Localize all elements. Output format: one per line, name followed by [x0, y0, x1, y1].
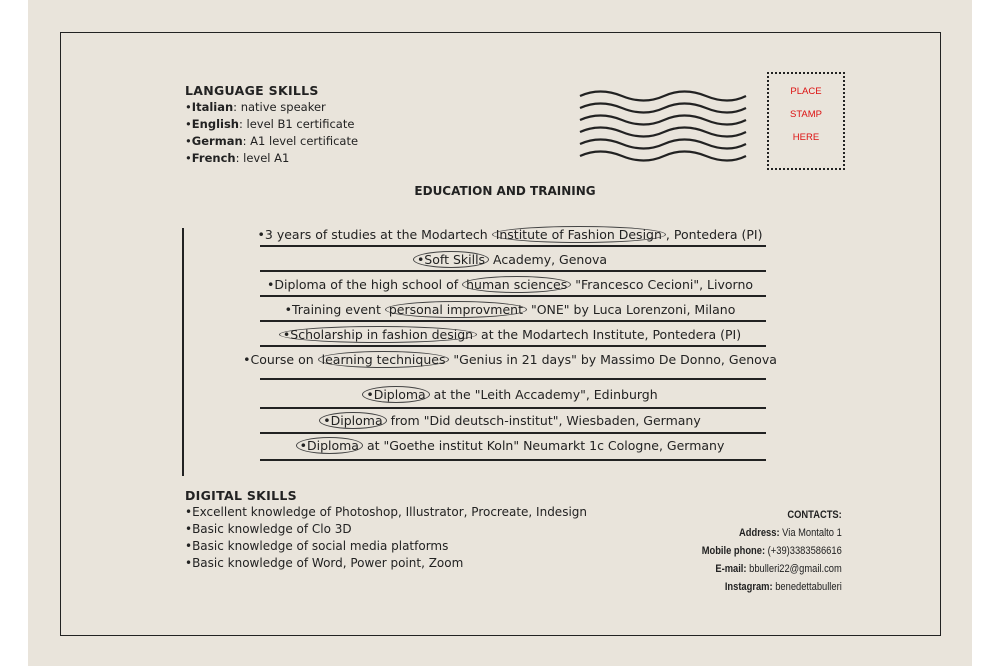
- entry-text: from "Did deutsch-institut", Wiesbaden, Germany: [386, 413, 701, 428]
- list-item: •German: A1 level certificate: [185, 134, 359, 148]
- stamp-placeholder: [767, 72, 845, 170]
- entry-text: at the "Leith Accademy", Edinburgh: [429, 387, 658, 402]
- section-title: DIGITAL SKILLS: [185, 488, 297, 503]
- entry-text: at the Modartech Institute, Pontedera (PI): [477, 327, 742, 342]
- stamp-text: PLACE: [790, 86, 822, 97]
- circled-highlight: •Scholarship in fashion design: [279, 326, 477, 343]
- education-entry: [240, 277, 780, 292]
- circled-highlight: personal improvment: [385, 301, 527, 318]
- education-entry: [240, 227, 780, 242]
- education-entry: [240, 327, 780, 342]
- entry-text: at "Goethe institut Koln" Neumarkt 1c Cologne, Germany: [362, 438, 725, 453]
- list-item: •French: level A1: [185, 151, 290, 165]
- underline-rule: [260, 295, 766, 297]
- entry-text: •Course on: [243, 352, 318, 367]
- contacts-section: [702, 506, 842, 596]
- circled-highlight: human sciences: [462, 276, 571, 293]
- stamp-text: HERE: [792, 132, 820, 143]
- circled-highlight: •Soft Skills: [413, 251, 489, 268]
- underline-rule: [260, 345, 766, 347]
- circled-highlight: •Diploma: [362, 386, 429, 403]
- list-item: •Basic knowledge of Clo 3D: [185, 522, 352, 536]
- circled-highlight: •Diploma: [319, 412, 386, 429]
- circled-highlight: Institute of Fashion Design: [492, 226, 666, 243]
- list-item: •Basic knowledge of Word, Power point, Zoom: [185, 556, 464, 570]
- entry-text: •Diploma of the high school of: [266, 277, 463, 292]
- education-entry: [240, 302, 780, 317]
- entry-text: "Genius in 21 days" by Massimo De Donno, Genova: [449, 352, 777, 367]
- education-entry: [240, 438, 780, 453]
- underline-rule: [260, 378, 766, 380]
- underline-rule: [260, 245, 766, 247]
- underline-rule: [260, 320, 766, 322]
- list-item: •Italian: native speaker: [185, 100, 326, 114]
- circled-highlight: •Diploma: [296, 437, 363, 454]
- list-item: •Basic knowledge of social media platforms: [185, 539, 449, 553]
- contact-item: Mobile phone: (+39)3383586616: [701, 545, 842, 557]
- contact-item: Address: Via Montalto 1: [739, 527, 842, 539]
- circled-highlight: learning techniques: [318, 351, 450, 368]
- education-entry: [240, 352, 780, 367]
- stamp-text: STAMP: [789, 109, 823, 120]
- underline-rule: [260, 407, 766, 409]
- education-title: EDUCATION AND TRAINING: [414, 184, 596, 198]
- education-entry: [240, 252, 780, 267]
- entry-text: Academy, Genova: [489, 252, 608, 267]
- entry-text: •Training event: [284, 302, 385, 317]
- entry-text: •3 years of studies at the Modartech: [257, 227, 492, 242]
- list-item: •English: level B1 certificate: [185, 117, 355, 131]
- postmark-wavy-lines: [578, 88, 748, 166]
- education-entry: [240, 413, 780, 428]
- contact-item: E-mail: bbulleri22@gmail.com: [715, 563, 842, 575]
- digital-skills-section: [185, 487, 587, 572]
- underline-rule: [260, 432, 766, 434]
- contact-item: Instagram: benedettabulleri: [725, 581, 842, 593]
- underline-rule: [260, 270, 766, 272]
- entry-text: "Francesco Cecioni", Livorno: [571, 277, 754, 292]
- underline-rule: [260, 459, 766, 461]
- list-item: •Excellent knowledge of Photoshop, Illustrator, Procreate, Indesign: [185, 505, 587, 519]
- contacts-title: CONTACTS:: [787, 509, 842, 521]
- section-title: LANGUAGE SKILLS: [185, 83, 319, 98]
- divider: [182, 228, 184, 476]
- education-entry: [240, 387, 780, 402]
- entry-text: , Pontedera (PI): [665, 227, 763, 242]
- entry-text: "ONE" by Luca Lorenzoni, Milano: [526, 302, 736, 317]
- language-skills-section: [185, 82, 358, 167]
